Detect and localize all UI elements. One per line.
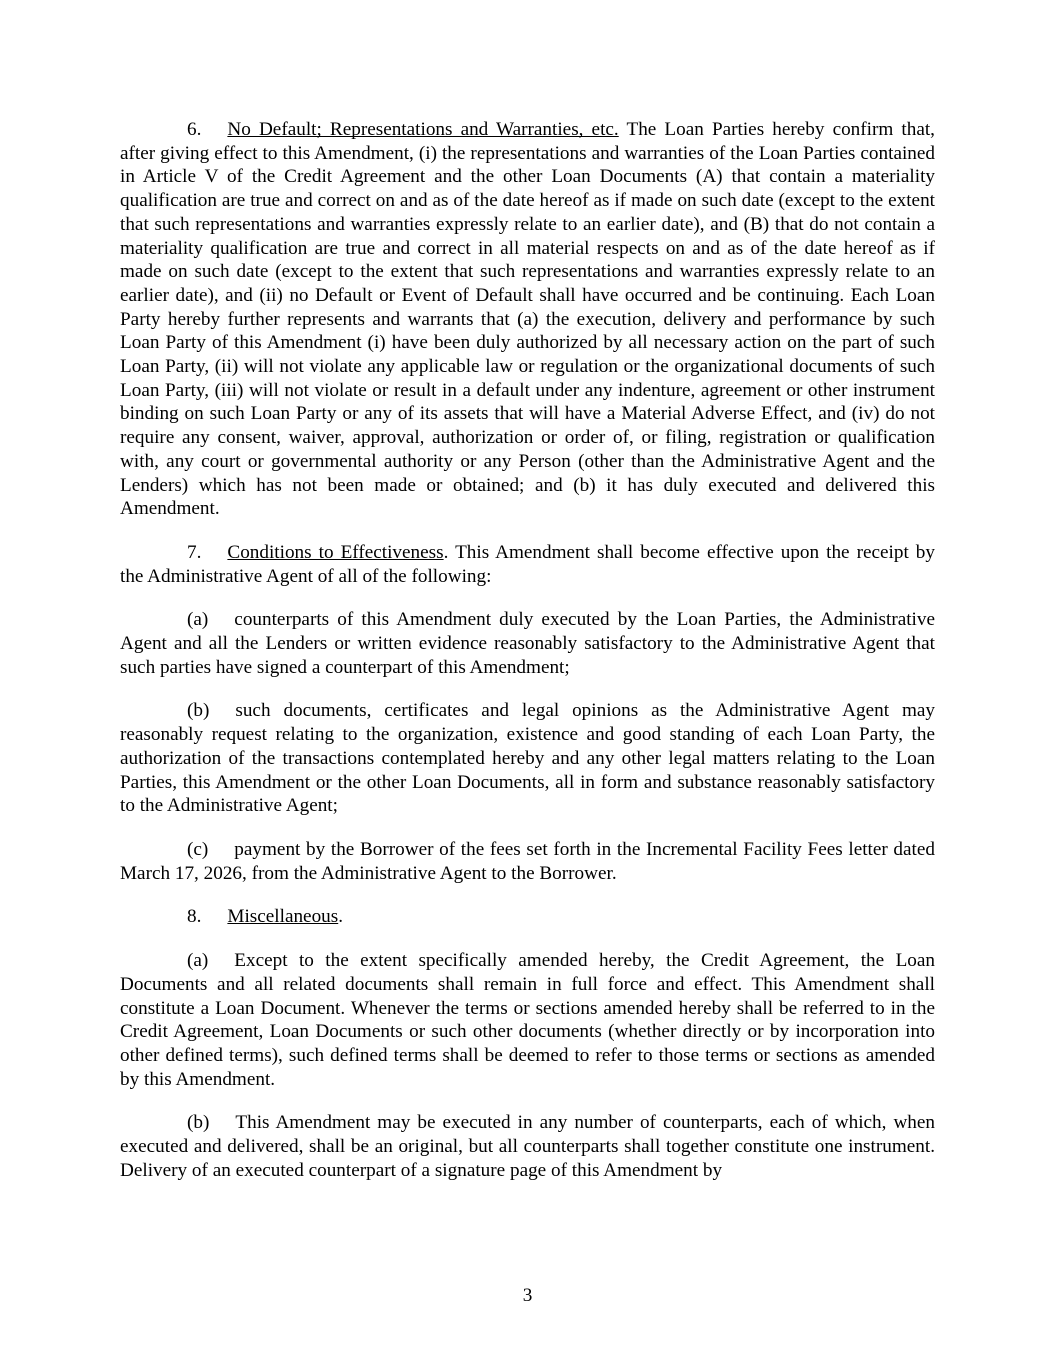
paragraph-section-8-a (120, 949, 935, 1091)
paragraph-section-7-a (120, 608, 935, 679)
paragraph-section-7 (120, 541, 935, 588)
clause-label: (a) (187, 609, 209, 631)
clause-text: This Amendment may be executed in any number of counterparts, each of which, when executed and delivered, shall be an original, but all counterparts shall together constitute one instrument. Delivery of an executed counterpart of a signature page of this Amendment by (120, 1112, 935, 1181)
section-text: . (338, 906, 344, 928)
page-number: 3 (522, 1285, 533, 1306)
section-text: The Loan Parties hereby confirm that, after giving effect to this Amendment, (i) the representations and warranties of the Loan Parties contained in Article V of the Credit Agreement and the other Loan Documents (A) that contain a materiality qualification are true and correct on and as of the date hereof as if made on such date (except to the extent that such representations and warranties expressly relate to an earlier date), and (B) that do not contain a materiality qualification are true and correct in all material respects on and as of the date hereof as if made on such date (except to the extent that such representations and warranties expressly relate to an earlier date), and (ii) no Default or Event of Default shall have occurred and be continuing. Each Loan Party hereby further represents and warrants that (a) the execution, delivery and performance by such Loan Party of this Amendment (i) have been duly authorized by all necessary action on the part of such Loan Party, (ii) will not violate any applicable law or regulation or the organizational documents of such Loan Party, (iii) will not violate or result in a default under any indenture, agreement or other instrument binding on such Loan Party or any of its assets that will have a Material Adverse Effect, and (iv) do not require any consent, waiver, approval, authorization or order of, or filing, registration or qualification with, any court or governmental authority or any Person (other than the Administrative Agent and the Lenders) which has not been made or obtained; and (b) it has duly executed and delivered this Amendment. (120, 119, 935, 520)
document-body (120, 118, 935, 1182)
paragraph-section-7-c (120, 838, 935, 885)
paragraph-section-7-b (120, 699, 935, 818)
clause-label: (a) (187, 950, 209, 972)
clause-label: (b) (187, 1112, 210, 1134)
paragraph-section-6 (120, 118, 935, 521)
paragraph-section-8 (120, 905, 935, 929)
section-number: 8. (187, 906, 202, 928)
section-text: . This Amendment shall become effective upon the receipt by the Administrative Agent of all of the following: (120, 541, 935, 587)
clause-text: such documents, certificates and legal opinions as the Administrative Agent may reasonably request relating to the organization, existence and good standing of each Loan Party, the authorization of the transactions contemplated hereby and any other legal matters relating to the Loan Parties, this Amendment or the other Loan Documents, all in form and substance reasonably satisfactory to the Administrative Agent; (120, 700, 935, 817)
paragraph-section-8-b (120, 1111, 935, 1182)
clause-label: (b) (187, 700, 210, 722)
section-heading: No Default; Representations and Warranties, etc. (227, 119, 619, 140)
clause-text: Except to the extent specifically amended hereby, the Credit Agreement, the Loan Documents and all related documents shall remain in full force and effect. This Amendment shall constitute a Loan Document. Whenever the terms or sections amended hereby shall be referred to in the Credit Agreement, Loan Documents or such other documents (whether directly or by incorporation into other defined terms), such defined terms shall be deemed to refer to those terms or sections as amended by this Amendment. (120, 950, 935, 1090)
section-heading: Conditions to Effectiveness (227, 541, 444, 563)
clause-label: (c) (187, 838, 209, 860)
section-number: 7. (187, 541, 202, 563)
clause-text: counterparts of this Amendment duly executed by the Loan Parties, the Administrative Agent and all the Lenders or written evidence reasonably satisfactory to the Administrative Agent that such parties have signed a counterpart of this Amendment; (120, 609, 935, 678)
section-heading: Miscellaneous (227, 906, 339, 928)
section-number: 6. (187, 119, 202, 140)
clause-text: payment by the Borrower of the fees set forth in the Incremental Facility Fees letter dated March 17, 2026, from the Administrative Agent to the Borrower. (120, 838, 935, 884)
